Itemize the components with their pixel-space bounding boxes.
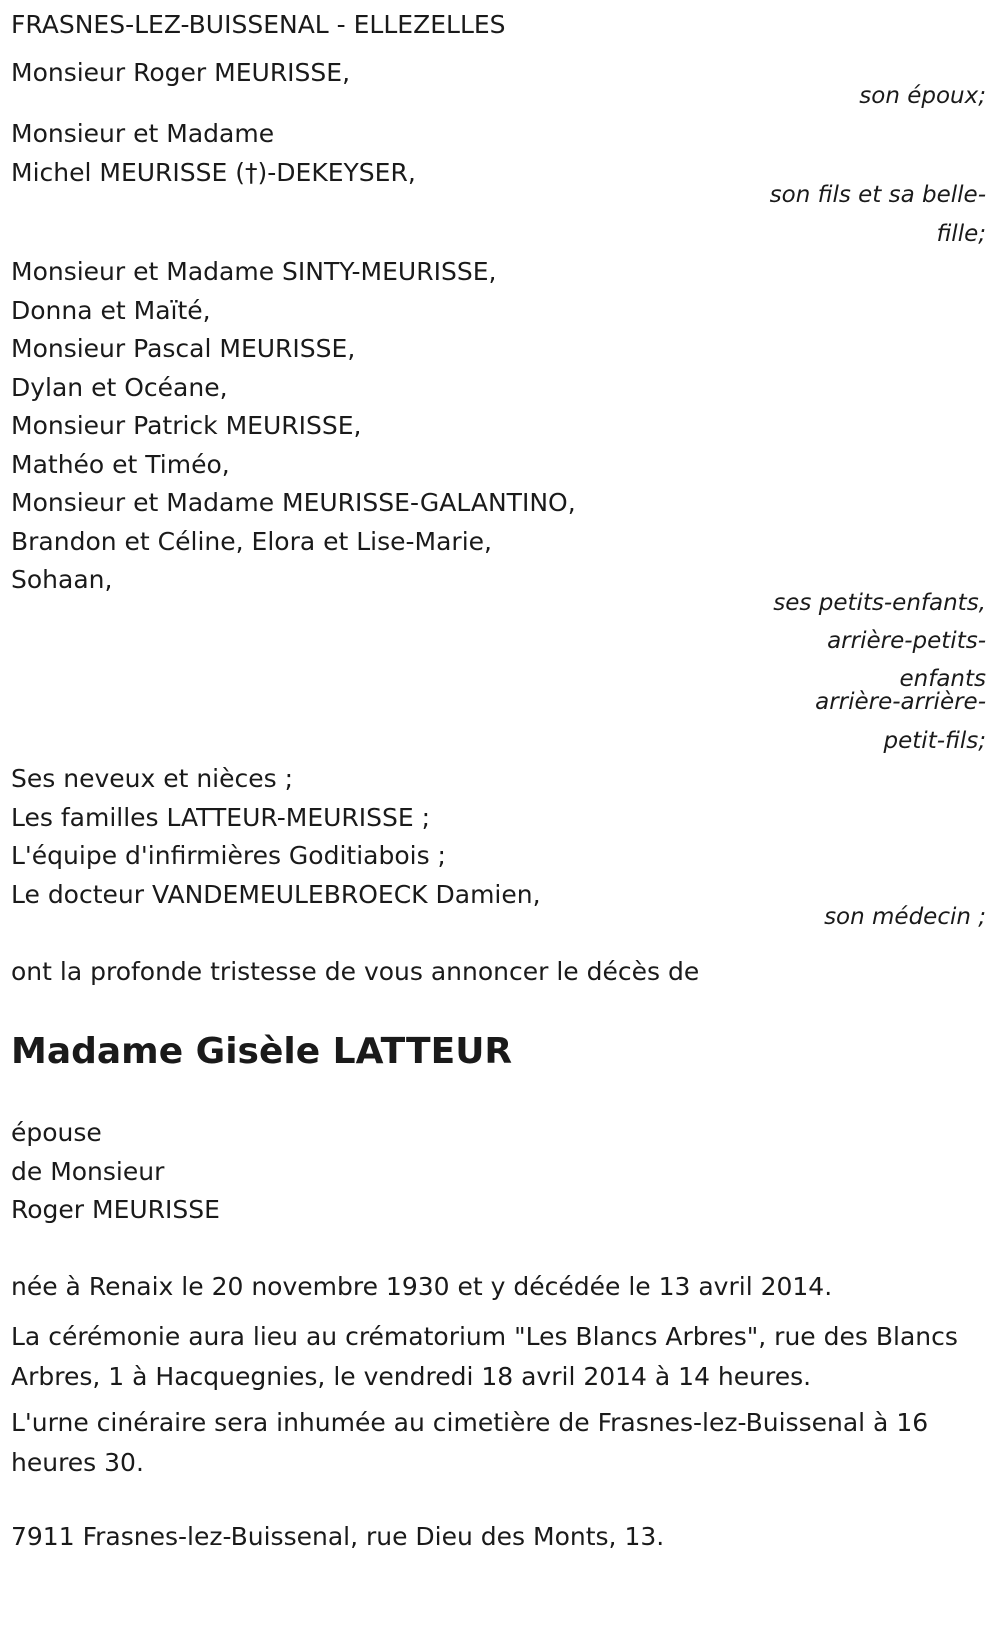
announcement-text: ont la profonde tristesse de vous annoncer le décès de [11,957,700,986]
ceremony-text: La cérémonie aura lieu au crématorium "Les Blancs Arbres", rue des Blancs Arbres, 1 à Hacquegnies, le vendredi 18 avril 2014 à 14 heures. [11,1322,958,1391]
grandchild-line: Monsieur et Madame SINTY-MEURISSE, [11,257,497,286]
deceased-name: Madame Gisèle LATTEUR [11,1031,513,1072]
grandchild-line: Donna et Maïté, [11,296,211,325]
other-family-line: Le docteur VANDEMEULEBROECK Damien, [11,880,541,909]
birth-death-text: née à Renaix le 20 novembre 1930 et y décédée le 13 avril 2014. [11,1272,833,1301]
other-family-line: L'équipe d'infirmières Goditiabois ; [11,841,446,870]
grandchild-line: Brandon et Céline, Elora et Lise-Marie, [11,527,492,556]
son-line-1: Monsieur et Madame [11,119,275,148]
spouse-relation: son époux; [859,83,986,109]
grandchildren-relation-line: arrière-arrière- [815,689,986,715]
grandchild-line: Monsieur Pascal MEURISSE, [11,334,356,363]
grandchild-line: Monsieur et Madame MEURISSE-GALANTINO, [11,488,576,517]
son-relation-line-1: son fils et sa belle- [769,182,986,208]
other-family-line: Les familles LATTEUR-MEURISSE ; [11,803,431,832]
spouse-name: Monsieur Roger MEURISSE, [11,58,351,87]
grandchild-line: Mathéo et Timéo, [11,450,230,479]
grandchild-line: Monsieur Patrick MEURISSE, [11,411,362,440]
grandchildren-relation-line: arrière-petits- [827,628,986,654]
grandchildren-relation-line: ses petits-enfants, [773,590,986,616]
other-family-line: Ses neveux et nièces ; [11,764,294,793]
burial-text: L'urne cinéraire sera inhumée au cimetière de Frasnes-lez-Buissenal à 16 heures 30. [11,1408,929,1477]
deceased-spouse-line: épouse [11,1118,102,1147]
address-text: 7911 Frasnes-lez-Buissenal, rue Dieu des Monts, 13. [11,1522,665,1551]
grandchildren-relation-line: petit-fils; [883,728,986,754]
son-relation-line-2: fille; [936,221,986,247]
deceased-spouse-line: de Monsieur [11,1157,165,1186]
grandchild-line: Dylan et Océane, [11,373,228,402]
grandchild-line: Sohaan, [11,565,113,594]
son-line-2: Michel MEURISSE (†)-DEKEYSER, [11,158,416,187]
deceased-spouse-line: Roger MEURISSE [11,1195,220,1224]
location-header: FRASNES-LEZ-BUISSENAL - ELLEZELLES [11,10,506,39]
grandchildren-relation-line: enfants [899,666,986,692]
doctor-relation: son médecin ; [824,904,986,930]
